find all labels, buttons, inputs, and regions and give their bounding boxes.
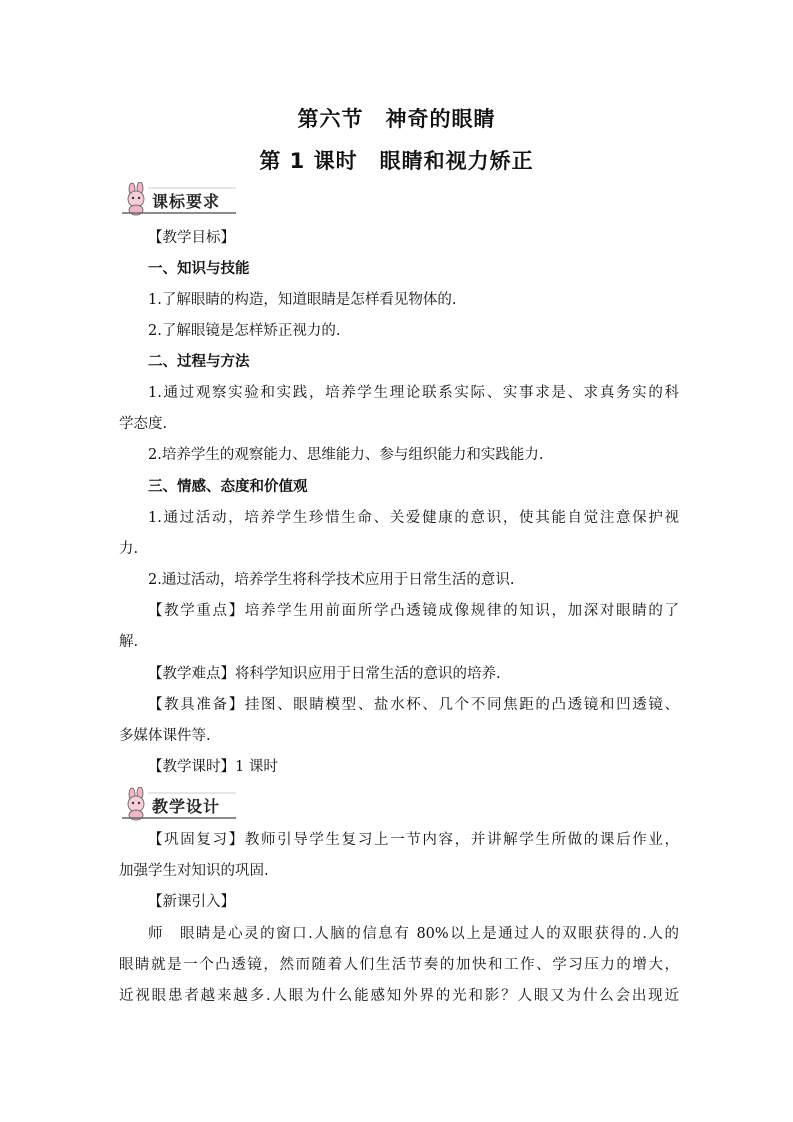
paragraph-line: 2.培养学生的观察能力、思维能力、参与组织能力和实践能力.	[148, 447, 544, 463]
paragraph-line: 多媒体课件等.	[119, 728, 211, 744]
paragraph-line: 近视眼患者越来越多.人眼为什么能感知外界的光和影？人眼又为什么会出现近	[119, 988, 679, 1004]
paragraph-line: 1.通过观察实验和实践，培养学生理论联系实际、实事求是、求真务实的科	[148, 385, 679, 401]
paragraph-line: 【巩固复习】教师引导学生复习上一节内容，并讲解学生所做的课后作业，	[148, 832, 679, 848]
paragraph-line: 学态度.	[119, 416, 168, 432]
subheading: 三、情感、态度和价值观	[148, 479, 308, 495]
paragraph-line: 2.了解眼镜是怎样矫正视力的.	[148, 323, 341, 339]
subheading: 一、知识与技能	[148, 261, 250, 277]
paragraph-line: 1.了解眼睛的构造，知道眼睛是怎样看见物体的.	[148, 292, 457, 308]
paragraph-line: 【新课引入】	[148, 894, 235, 910]
design-banner	[118, 787, 240, 821]
paragraph-line: 师 眼睛是心灵的窗口.人脑的信息有 80%以上是通过人的双眼获得的.人的	[148, 926, 679, 942]
paragraph-line: 【教具准备】挂图、眼睛模型、盐水杯、几个不同焦距的凸透镜和凹透镜、	[148, 697, 679, 713]
subheading: 二、过程与方法	[148, 354, 250, 370]
paragraph-line: 1.通过活动，培养学生珍惜生命、关爱健康的意识，使其能自觉注意保护视	[148, 510, 679, 526]
section-title: 第六节 神奇的眼睛	[297, 107, 496, 131]
paragraph-line: 2.通过活动，培养学生将科学技术应用于日常生活的意识.	[148, 572, 515, 588]
paragraph-line: 【教学目标】	[148, 230, 235, 246]
design-banner-label: 教学设计	[152, 797, 221, 816]
standards-banner-label: 课标要求	[152, 192, 221, 211]
lesson-title: 第 1 课时 眼睛和视力矫正	[259, 149, 534, 173]
paragraph-line: 力.	[119, 541, 139, 557]
paragraph-line: 【教学重点】培养学生用前面所学凸透镜成像规律的知识，加深对眼睛的了	[148, 603, 679, 619]
paragraph-line: 加强学生对知识的巩固.	[119, 863, 269, 879]
paragraph-line: 解.	[119, 634, 139, 650]
paragraph-line: 【教学难点】将科学知识应用于日常生活的意识的培养.	[148, 666, 501, 682]
paragraph-line: 眼睛就是一个凸透镜，然而随着人们生活节奏的加快和工作、学习压力的增大，	[119, 957, 679, 973]
paragraph-line: 【教学课时】1 课时	[148, 759, 278, 775]
standards-banner	[118, 182, 240, 216]
